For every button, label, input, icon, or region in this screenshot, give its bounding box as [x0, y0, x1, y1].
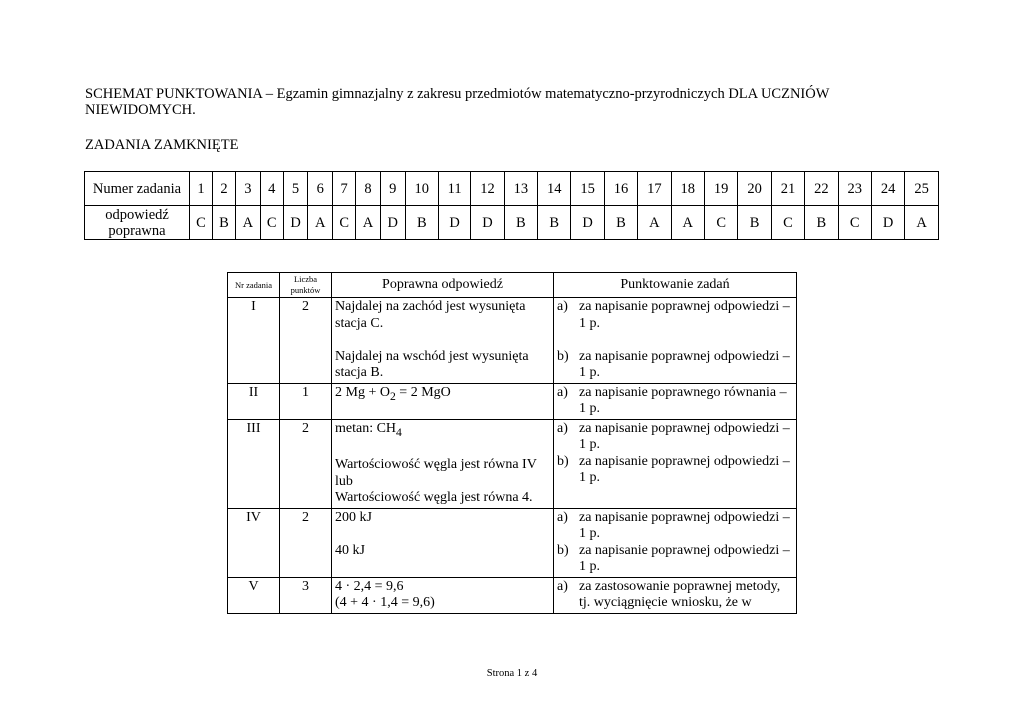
section-heading: ZADANIA ZAMKNIĘTE [85, 137, 239, 153]
task-nr: I [228, 298, 280, 384]
answer-text: lub [335, 473, 353, 489]
scoring-cell [554, 577, 797, 613]
table-row [228, 577, 797, 613]
item-label: a) [557, 509, 568, 525]
equation-right: = 2 MgO [395, 384, 451, 400]
answer-cell [332, 298, 554, 384]
task-number-cell: 8 [356, 172, 381, 206]
formula-subscript: 4 [396, 425, 402, 439]
scoring-cell [554, 419, 797, 508]
task-number-cell: 4 [260, 172, 283, 206]
scoring-text: za napisanie poprawnego równania – 1 p. [579, 384, 787, 416]
task-number-cell: 18 [671, 172, 704, 206]
item-label: a) [557, 420, 568, 436]
task-number-cell: 19 [704, 172, 737, 206]
item-label: a) [557, 299, 568, 314]
answer-cell: A [308, 206, 333, 240]
answer-text: 40 kJ [335, 542, 365, 558]
item-label: b) [557, 542, 569, 558]
answer-cell: C [190, 206, 213, 240]
task-points: 3 [280, 577, 332, 613]
task-number-cell: 11 [439, 172, 471, 206]
answer-cell: B [805, 206, 838, 240]
task-number-cell: 17 [638, 172, 671, 206]
task-number-cell: 12 [471, 172, 504, 206]
task-number-cell: 20 [738, 172, 771, 206]
task-number-row [85, 172, 939, 206]
answer-row [85, 206, 939, 240]
task-number-cell: 9 [380, 172, 405, 206]
task-number-cell: 3 [235, 172, 260, 206]
scoring-text: za zastosowanie poprawnej metody, tj. wyciągnięcie wniosku, że w [579, 578, 781, 611]
scoring-text: za napisanie poprawnej odpowiedzi – 1 p. [579, 509, 790, 542]
task-nr: V [228, 577, 280, 613]
header-points: Liczba punktów [280, 273, 332, 298]
task-number-cell: 13 [504, 172, 537, 206]
equation-left: 2 Mg + O [335, 384, 390, 400]
answer-cell: D [380, 206, 405, 240]
answer-cell: C [704, 206, 737, 240]
table-header-row [228, 273, 797, 298]
answer-cell: B [604, 206, 637, 240]
page-number: Strona 1 z 4 [486, 668, 538, 679]
task-number-cell: 14 [538, 172, 571, 206]
row-label-answer: odpowiedź poprawna [85, 206, 190, 240]
task-nr: II [228, 383, 280, 419]
task-number-cell: 15 [571, 172, 604, 206]
task-points: 2 [280, 419, 332, 508]
scoring-text: za napisanie poprawnej odpowiedzi – 1 p. [579, 542, 790, 575]
task-number-cell: 25 [905, 172, 939, 206]
header-scoring: Punktowanie zadań [554, 273, 797, 298]
open-tasks-table [227, 272, 797, 614]
table-row [228, 298, 797, 384]
task-number-cell: 23 [838, 172, 871, 206]
table-row [228, 508, 797, 577]
row-label-number: Numer zadania [85, 172, 190, 206]
table-row [228, 383, 797, 419]
document-title: SCHEMAT PUNKTOWANIA – Egzamin gimnazjalny z zakresu przedmiotów matematyczno-przyrodniczych DLA UCZNIÓW NIEWIDOMYCH. [85, 86, 830, 118]
answer-cell [332, 508, 554, 577]
task-nr: IV [228, 508, 280, 577]
answer-cell: D [439, 206, 471, 240]
task-number-cell: 5 [283, 172, 308, 206]
answer-cell: A [671, 206, 704, 240]
header-task-nr: Nr zadania [228, 273, 280, 298]
scoring-text: za napisanie poprawnej odpowiedzi – 1 p. [579, 348, 790, 380]
item-label: b) [557, 348, 569, 364]
answer-text: Najdalej na wschód jest wysunięta stacja B. [335, 348, 529, 380]
answer-text: Najdalej na zachód jest wysunięta stacja C. [335, 299, 526, 331]
answer-cell [332, 419, 554, 508]
answer-cell: B [212, 206, 235, 240]
answer-text: Wartościowość węgla jest równa 4. [335, 490, 533, 506]
answer-cell: D [283, 206, 308, 240]
answer-text: metan: CH [335, 420, 397, 436]
task-number-cell: 10 [405, 172, 438, 206]
answer-cell [332, 577, 554, 613]
task-points: 2 [280, 508, 332, 577]
answer-text: 4 · 2,4 = 9,6 [335, 578, 404, 594]
answer-cell: B [405, 206, 438, 240]
answer-cell: D [471, 206, 504, 240]
answer-text: 200 kJ [335, 509, 372, 525]
answer-cell: B [538, 206, 571, 240]
task-number-cell: 1 [190, 172, 213, 206]
scoring-cell [554, 298, 797, 384]
answer-cell: D [871, 206, 904, 240]
answer-cell: C [838, 206, 871, 240]
item-label: a) [557, 578, 568, 594]
task-number-cell: 24 [871, 172, 904, 206]
item-label: a) [557, 384, 568, 400]
task-number-cell: 22 [805, 172, 838, 206]
task-points: 2 [280, 298, 332, 384]
closed-tasks-table [84, 171, 939, 240]
scoring-text: za napisanie poprawnej odpowiedzi – 1 p. [579, 453, 790, 485]
scoring-cell [554, 508, 797, 577]
equation-subscript: 2 [389, 389, 396, 403]
task-number-cell: 6 [308, 172, 333, 206]
scoring-text: za napisanie poprawnej odpowiedzi – 1 p. [579, 420, 790, 452]
task-nr: III [228, 419, 280, 508]
task-number-cell: 16 [604, 172, 637, 206]
scoring-text: za napisanie poprawnej odpowiedzi – 1 p. [579, 299, 790, 331]
answer-cell: A [905, 206, 939, 240]
answer-cell: A [235, 206, 260, 240]
answer-cell: C [260, 206, 283, 240]
answer-cell: B [738, 206, 771, 240]
answer-cell: B [504, 206, 537, 240]
answer-cell: C [771, 206, 804, 240]
answer-text: (4 + 4 · 1,4 = 9,6) [335, 595, 435, 611]
answer-cell: D [571, 206, 604, 240]
table-row [228, 419, 797, 508]
answer-cell: A [638, 206, 671, 240]
answer-text: Wartościowość węgla jest równa IV [335, 457, 537, 473]
answer-cell: A [356, 206, 381, 240]
item-label: b) [557, 453, 569, 469]
task-number-cell: 21 [771, 172, 804, 206]
answer-cell: C [333, 206, 356, 240]
task-number-cell: 2 [212, 172, 235, 206]
task-number-cell: 7 [333, 172, 356, 206]
scoring-cell [554, 383, 797, 419]
answer-cell [332, 383, 554, 419]
task-points: 1 [280, 383, 332, 419]
header-answer: Poprawna odpowiedź [332, 273, 554, 298]
